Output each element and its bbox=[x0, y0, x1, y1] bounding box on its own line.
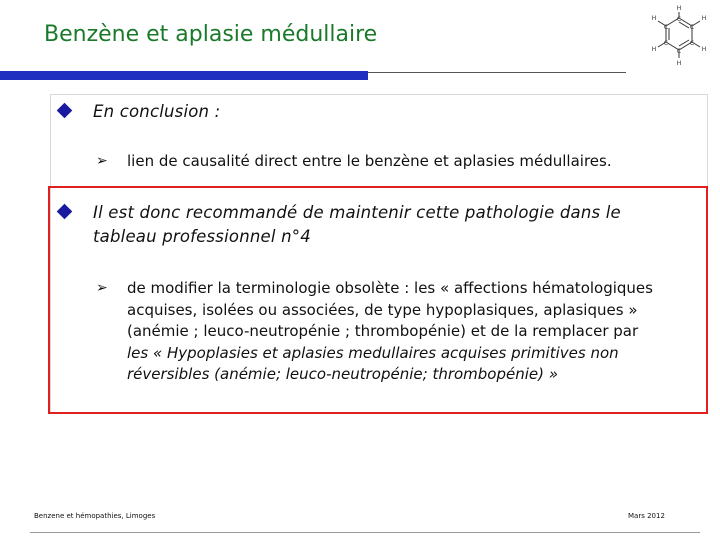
molecule-atom: H bbox=[651, 46, 657, 53]
bullet-2-text-line-2: tableau professionnel n°4 bbox=[93, 227, 311, 246]
slide-title: Benzène et aplasie médullaire bbox=[44, 22, 378, 47]
footer-date: Mars 2012 bbox=[628, 512, 665, 520]
molecule-atom: C bbox=[663, 40, 669, 47]
title-rule bbox=[368, 72, 626, 73]
molecule-atom: C bbox=[676, 48, 682, 55]
bullet-1-text: En conclusion : bbox=[93, 102, 221, 121]
bullet-2-sub-line-5: réversibles (anémie; leuco-neutropénie; thrombopénie) » bbox=[127, 365, 559, 383]
molecule-atom: H bbox=[676, 5, 682, 12]
molecule-atom: C bbox=[676, 16, 682, 23]
title-accent-bar bbox=[0, 71, 368, 80]
molecule-atom: H bbox=[676, 60, 682, 67]
benzene-molecule-icon bbox=[648, 2, 710, 68]
bullet-1-sub: lien de causalité direct entre le benzène et aplasies médullaires. bbox=[127, 152, 612, 170]
footer-left: Benzene et hémopathies, Limoges bbox=[34, 512, 156, 520]
molecule-atom: C bbox=[689, 24, 695, 31]
molecule-atom: H bbox=[651, 15, 657, 22]
molecule-atom: C bbox=[689, 40, 695, 47]
footer-rule bbox=[30, 532, 700, 533]
bullet-2-sub-line-3: (anémie ; leuco-neutropénie ; thrombopénie) et de la remplacer par bbox=[127, 322, 639, 340]
molecule-atom: H bbox=[701, 46, 707, 53]
molecule-atom: C bbox=[663, 24, 669, 31]
bullet-2-sub-line-4: les « Hypoplasies et aplasies medullaires acquises primitives non bbox=[127, 343, 619, 362]
bullet-2-text-line-1: Il est donc recommandé de maintenir cette pathologie dans le bbox=[93, 203, 621, 222]
arrow-bullet-icon: ➢ bbox=[96, 280, 108, 296]
molecule-atom: H bbox=[701, 15, 707, 22]
bullet-2-sub-line-2: acquises, isolées ou associées, de type hypoplasiques, aplasiques » bbox=[127, 300, 638, 319]
bullet-2-sub-line-1: de modifier la terminologie obsolète : les « affections hématologiques bbox=[127, 279, 653, 297]
arrow-bullet-icon: ➢ bbox=[96, 153, 108, 169]
